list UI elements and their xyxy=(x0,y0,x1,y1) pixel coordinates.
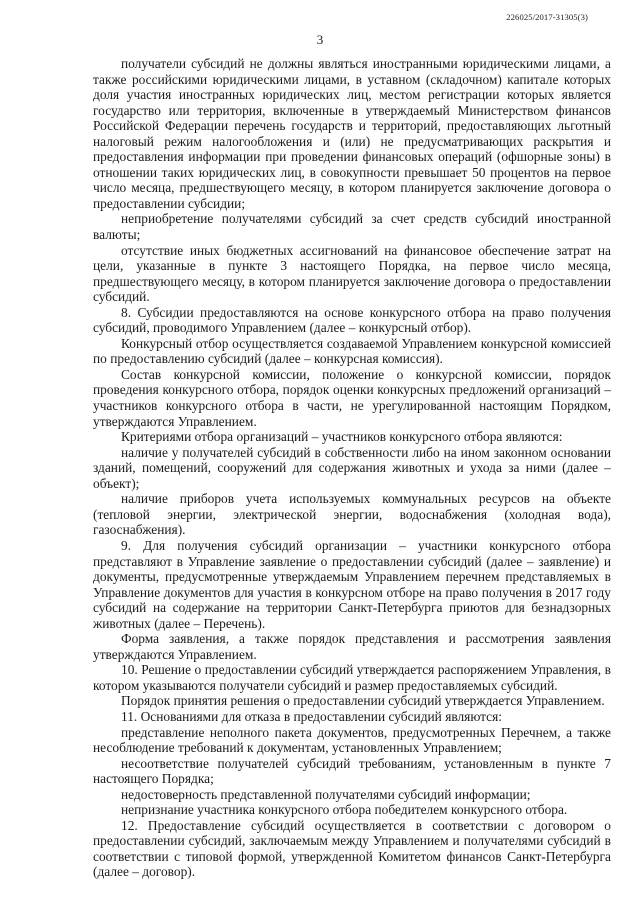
paragraph: Критериями отбора организаций – участников конкурсного отбора являются: xyxy=(121,429,563,445)
paragraph: 9. Для получения субсидий организации – участники конкурсного отбора представляют в Управление заявление о предоставлении субсидий (далее – заявление) и документы, предусмотренные утверждаемым Управлением перечнем представляемых в Управление документов для участия в конкурсном отборе на право получения в 2017 году субсидий на содержание на территории Санкт-Петербурга приютов для безнадзорных животных (далее – Перечень). xyxy=(93,537,611,631)
paragraph: наличие приборов учета используемых коммунальных ресурсов на объекте (тепловой энергии, электрической энергии, водоснабжения (холодная вода), газоснабжения). xyxy=(93,491,611,538)
document-id: 226025/2017-31305(3) xyxy=(506,12,588,22)
paragraph: наличие у получателей субсидий в собственности либо на ином законном основании зданий, помещений, сооружений для содержания животных и ухода за ними (далее – объект); xyxy=(93,444,611,491)
document-body xyxy=(93,56,611,880)
paragraph: Форма заявления, а также порядок представления и рассмотрения заявления утверждаются Управлением. xyxy=(93,631,611,662)
paragraph: 11. Основаниями для отказа в предоставлении субсидий являются: xyxy=(121,708,503,724)
paragraph: представление неполного пакета документов, предусмотренных Перечнем, а также несоблюдение требований к документам, установленных Управлением; xyxy=(93,724,611,756)
page-number: 3 xyxy=(316,32,324,47)
paragraph: 12. Предоставление субсидий осуществляется в соответствии с договором о предоставлении субсидий, заключаемым между Управлением и получателями субсидий в соответствии с типовой формой, утвержденной Комитетом финансов Санкт-Петербурга (далее – договор). xyxy=(93,817,611,880)
paragraph: отсутствие иных бюджетных ассигнований на финансовое обеспечение затрат на цели, указанные в пункте 3 настоящего Порядка, на первое число месяца, предшествующего месяцу, в котором планируется заключение договора о предоставлении субсидий. xyxy=(93,242,611,305)
paragraph: получатели субсидий не должны являться иностранными юридическими лицами, а также российскими юридическими лицами, в уставном (складочном) капитале которых доля участия иностранных юридических лиц, местом регистрации которых является государство или территория, включенные в утверждаемый Министерством финансов Российской Федерации перечень государств и территорий, предоставляющих льготный налоговый режим налогообложения и (или) не предусматривающих раскрытия и предоставления информации при проведении финансовых операций (офшорные зоны) в отношении таких юридических лиц, в совокупности превышает 50 процентов на первое число месяца, предшествующего месяцу, в котором планируется заключение договора о предоставлении субсидии; xyxy=(93,56,611,211)
paragraph: несоответствие получателей субсидий требованиям, установленным в пункте 7 настоящего Порядка; xyxy=(93,755,611,787)
paragraph: недостоверность представленной получателями субсидий информации; xyxy=(121,786,531,802)
paragraph: Конкурсный отбор осуществляется создаваемой Управлением конкурсной комиссией по предоставлению субсидий (далее – конкурсная комиссия). xyxy=(93,335,611,367)
paragraph: неприобретение получателями субсидий за счет средств субсидий иностранной валюты; xyxy=(93,211,611,243)
paragraph: 8. Субсидии предоставляются на основе конкурсного отбора на право получения субсидий, проводимого Управлением (далее – конкурсный отбор). xyxy=(93,304,611,336)
paragraph: Состав конкурсной комиссии, положение о конкурсной комиссии, порядок проведения конкурсного отбора, порядок оценки конкурсных предложений организаций – участников конкурсного отбора в части, не урегулированной настоящим Порядком, утверждаются Управлением. xyxy=(93,366,611,429)
paragraph: Порядок принятия решения о предоставлении субсидий утверждается Управлением. xyxy=(121,693,605,709)
paragraph: 10. Решение о предоставлении субсидий утверждается распоряжением Управления, в котором указываются получатели субсидий и размер предоставляемых субсидий. xyxy=(93,662,611,693)
paragraph: непризнание участника конкурсного отбора победителем конкурсного отбора. xyxy=(121,802,568,818)
